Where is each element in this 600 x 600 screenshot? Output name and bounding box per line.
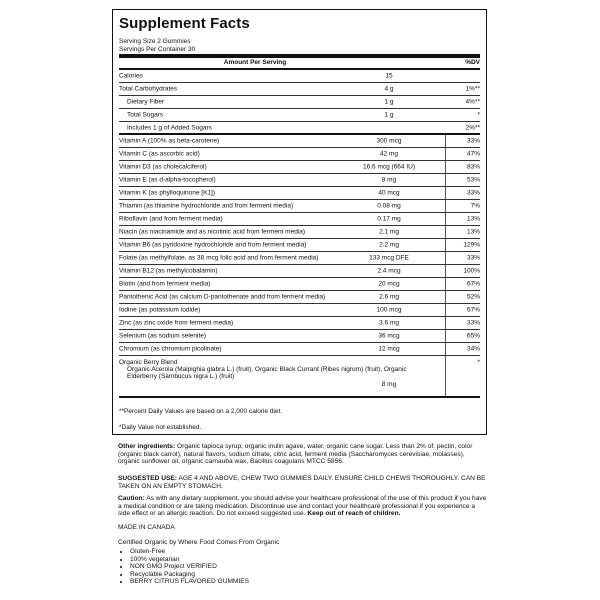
- nutrient-dv: 2%**: [465, 124, 480, 131]
- serving-size: Serving Size 2 Gummies: [119, 38, 191, 45]
- nutrient-row: [119, 135, 480, 148]
- caution-text: As with any dietary supplement, you should advise your healthcare professional of the use of this product if you have a medical condition or are taking medication. Discontinue use and contact your healthcare professional if you experience a side effect or an allergic reaction. Do not exceed suggested use.: [118, 495, 487, 518]
- nutrient-amount: 300 mcg: [376, 137, 402, 145]
- footnote-dv-not-established: *Daily Value not established.: [119, 424, 202, 431]
- nutrient-amount: 12 mcg: [378, 345, 400, 353]
- nutrient-row: [119, 317, 480, 330]
- column-separator: [445, 291, 446, 303]
- column-separator: [445, 174, 446, 186]
- made-in: MADE IN CANADA: [118, 524, 175, 531]
- nutrient-dv: 13%: [466, 228, 480, 236]
- column-separator: [445, 213, 446, 225]
- nutrient-name: Iodine (as potassium iodide): [119, 306, 201, 314]
- suggested-use-text: AGE 4 AND ABOVE, CHEW TWO GUMMIES DAILY. ENSURE CHILD CHEWS THOROUGHLY. CAN BE TAKEN ON AN EMPTY STOMACH.: [118, 475, 486, 490]
- nutrient-amount: 133 mcg DFE: [369, 254, 409, 262]
- nutrient-dv: *: [477, 111, 480, 119]
- column-separator: [445, 135, 446, 147]
- berry-blend-row: [119, 356, 480, 398]
- nutrient-name: Thiamin (as thiamine hydrochloride and from ferment media): [119, 202, 294, 210]
- header-amount: Amount Per Serving: [223, 59, 287, 66]
- nutrient-row: [119, 96, 480, 109]
- nutrient-name: Riboflavin (and from ferment media): [119, 215, 223, 223]
- nutrient-amount: 2.2 mg: [379, 241, 399, 249]
- other-ingredients-text: Organic tapioca syrup, organic inulin agave, water, organic cane sugar. Less than 2% of: pectin, color (organic black carrot), natural flavors, sodium citrate, citric acid, ferment media (Saccharomyces cerevisiae, molasses), organic sunflower oil, organic carnauba wax, Bacillus coagulans MTCC 5856.: [118, 443, 473, 466]
- nutrient-amount: 42 mg: [379, 150, 399, 158]
- nutrient-dv: 13%: [466, 215, 480, 223]
- caution: [118, 495, 488, 518]
- column-separator: [445, 161, 446, 173]
- nutrient-dv: 33%: [466, 189, 480, 197]
- nutrient-dv: 52%: [466, 293, 480, 301]
- nutrient-table: [119, 70, 480, 356]
- blend-dv: *: [477, 359, 480, 366]
- nutrient-row: [119, 252, 480, 265]
- nutrient-name: Folate (as methylfolate, as 38 mcg folic acid and from ferment media): [119, 254, 319, 262]
- nutrient-dv: 33%: [466, 254, 480, 262]
- nutrient-amount: 40 mcg: [378, 189, 400, 197]
- nutrient-dv: 7%: [470, 202, 480, 210]
- column-separator: [445, 200, 446, 212]
- nutrient-dv: 129%: [463, 241, 480, 249]
- nutrient-row: [119, 343, 480, 356]
- nutrient-row: [119, 291, 480, 304]
- nutrient-amount: 16.6 mcg (664 IU): [362, 163, 416, 171]
- nutrient-amount: 100 mcg: [376, 306, 402, 314]
- nutrient-name: Vitamin K (as phylloquinone [K1]): [119, 189, 215, 197]
- nutrient-amount: 0.17 mg: [377, 215, 401, 223]
- nutrient-name: Selenium (as sodium selenite): [119, 332, 207, 340]
- nutrient-row: [119, 148, 480, 161]
- nutrient-amount: 8 mg: [381, 176, 397, 184]
- badge-item: • Recyclable Packaging: [130, 571, 249, 579]
- nutrient-name: Vitamin B6 (as pyridoxine hydrochloride and from ferment media): [119, 241, 307, 249]
- nutrient-name: Calories: [119, 72, 143, 80]
- nutrient-row: [119, 226, 480, 239]
- badge-item: • NON GMO Project VERIFIED: [130, 563, 249, 571]
- blend-ingredients: Organic Acerola (Malpighia glabra L.) (fruit), Organic Black Currant (Ribes nigrum) (fruit), Organic Elderberry (Sambucus nigra L.) (fruit): [127, 366, 407, 381]
- nutrient-row: [119, 213, 480, 226]
- nutrient-name: Niacin (as niacinamide and as nicotinic acid from ferment media): [119, 228, 306, 236]
- badge-item: • 100% vegetarian: [130, 556, 249, 564]
- nutrient-dv: 4%**: [465, 98, 480, 106]
- nutrient-dv: 53%: [466, 176, 480, 184]
- nutrient-dv: 100%: [463, 267, 480, 275]
- nutrient-amount: 20 mcg: [378, 280, 400, 288]
- nutrient-row: [119, 265, 480, 278]
- footnote-dv-basis: **Percent Daily Values are based on a 2,000 calorie diet.: [119, 408, 283, 415]
- nutrient-amount: 0.08 mg: [377, 202, 401, 210]
- nutrient-name: Biotin (and from ferment media): [119, 280, 211, 288]
- nutrient-row: [119, 330, 480, 343]
- other-ingredients-label: Other ingredients:: [118, 443, 176, 450]
- suggested-use: [118, 475, 488, 490]
- nutrient-name: Vitamin A (100% as beta-carotene): [119, 137, 220, 145]
- column-separator: [445, 187, 446, 199]
- supplement-facts-panel: [112, 9, 487, 435]
- nutrient-dv: 65%: [466, 332, 480, 340]
- nutrient-name: Zinc (as zinc oxide from ferment media): [119, 319, 234, 327]
- column-separator: [445, 330, 446, 342]
- column-separator: [445, 226, 446, 238]
- nutrient-name: Vitamin B12 (as methylcobalamin): [119, 267, 218, 275]
- nutrient-amount: 1 g: [384, 98, 394, 106]
- nutrient-dv: 67%: [466, 306, 480, 314]
- nutrient-row: [119, 200, 480, 213]
- nutrient-row: [119, 239, 480, 252]
- caution-label: Caution:: [118, 495, 145, 502]
- nutrient-row: [119, 109, 480, 122]
- nutrient-dv: 47%: [466, 150, 480, 158]
- badge-item: • Gluten-Free: [130, 548, 249, 556]
- nutrient-amount: 2.1 mg: [379, 228, 399, 236]
- nutrient-amount: 3.6 mg: [379, 319, 399, 327]
- column-separator: [445, 317, 446, 329]
- nutrient-dv: 33%: [466, 319, 480, 327]
- nutrient-row: [119, 304, 480, 317]
- nutrient-name: Total Carbohydrates: [119, 85, 178, 93]
- blend-name: Organic Berry Blend: [119, 359, 178, 366]
- nutrient-dv: 1%**: [465, 85, 480, 93]
- certified-organic: Certified Organic by Where Food Comes From Organic: [118, 539, 280, 546]
- nutrient-amount: 2.4 mcg: [377, 267, 401, 275]
- nutrient-amount: 36 mcg: [378, 332, 400, 340]
- column-separator: [445, 265, 446, 277]
- nutrient-dv: 33%: [466, 137, 480, 145]
- column-separator: [445, 239, 446, 251]
- nutrient-row: [119, 70, 480, 83]
- column-separator: [445, 356, 446, 396]
- nutrient-name: Chromium (as chromium picolinate): [119, 345, 222, 353]
- nutrient-name: Vitamin C (as ascorbic acid): [119, 150, 200, 158]
- column-separator: [445, 343, 446, 355]
- column-separator: [445, 304, 446, 316]
- nutrient-dv: 83%: [466, 163, 480, 171]
- column-header: [119, 58, 480, 68]
- nutrient-amount: 15: [385, 72, 393, 80]
- nutrient-name: Dietary Fiber: [127, 98, 165, 106]
- nutrient-row: [119, 161, 480, 174]
- nutrient-dv: 67%: [466, 280, 480, 288]
- other-ingredients: [118, 443, 488, 466]
- nutrient-amount: 1 g: [384, 111, 394, 119]
- suggested-use-label: SUGGESTED USE:: [118, 475, 177, 482]
- caution-bold-tail: Keep out of reach of children.: [307, 510, 401, 518]
- product-badges-list: [118, 548, 249, 586]
- column-separator: [445, 278, 446, 290]
- servings-per-container: Servings Per Container 30: [119, 45, 196, 53]
- nutrient-dv: 34%: [466, 345, 480, 353]
- nutrient-amount: 2.6 mg: [379, 293, 399, 301]
- nutrient-row: [119, 122, 480, 135]
- nutrient-name: Pantothenic Acid (as calcium D-pantothenate andd from ferment media): [119, 293, 326, 301]
- blend-amount: 8 mg: [381, 381, 397, 388]
- nutrient-row: [119, 187, 480, 200]
- panel-title: Supplement Facts: [119, 15, 250, 32]
- header-dv: %DV: [465, 59, 480, 66]
- nutrient-name: Total Sugars: [127, 111, 164, 119]
- nutrient-row: [119, 83, 480, 96]
- nutrient-amount: 4 g: [384, 85, 394, 93]
- column-separator: [445, 252, 446, 264]
- nutrient-row: [119, 174, 480, 187]
- nutrient-name: Includes 1 g of Added Sugars: [127, 124, 212, 131]
- column-separator: [445, 148, 446, 160]
- nutrient-name: Vitamin D3 (as cholecalciferol): [119, 163, 207, 171]
- badge-item: • BERRY CITRUS FLAVORED GUMMIES: [130, 578, 249, 586]
- nutrient-name: Vitamin E (as d-alpha-tocopherol): [119, 176, 216, 184]
- nutrient-row: [119, 278, 480, 291]
